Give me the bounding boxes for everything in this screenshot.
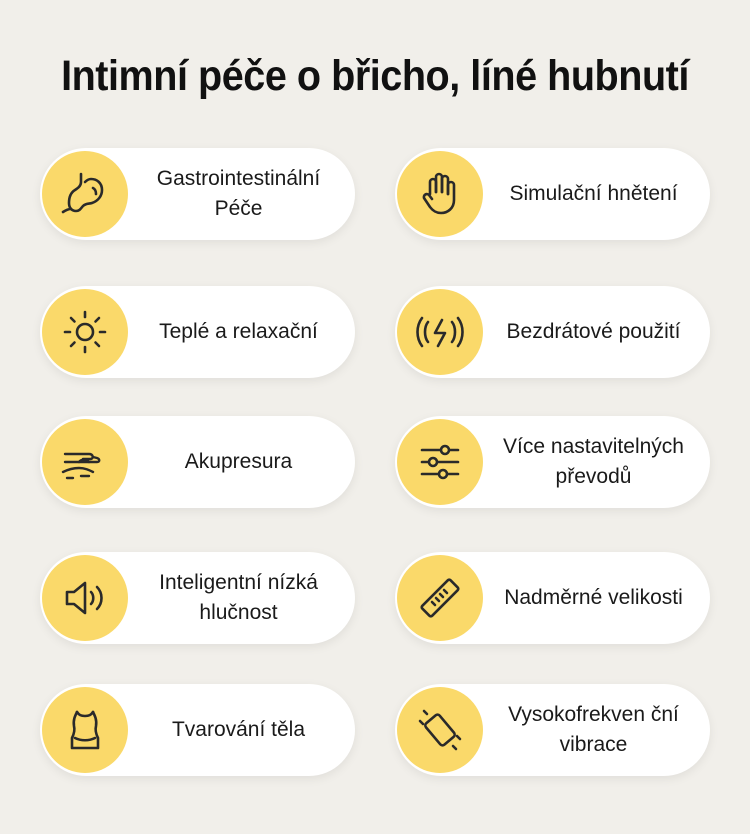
sliders-icon: [397, 419, 483, 505]
feature-label: Simulační hnětení: [509, 182, 678, 205]
page-title: Intimní péče o břicho, líné hubnutí: [61, 52, 689, 100]
sun-icon: [42, 289, 128, 375]
body-shape-icon: [42, 687, 128, 773]
feature-label: Bezdrátové použití: [506, 320, 681, 343]
feature-card-warm: [40, 286, 355, 378]
acupressure-hand-icon: [42, 419, 128, 505]
feature-card-gastro: [40, 148, 355, 240]
wireless-charge-icon: [397, 289, 483, 375]
feature-card-vibration: [395, 684, 710, 776]
hand-icon: [397, 151, 483, 237]
stomach-icon: [42, 151, 128, 237]
feature-label: Inteligentní nízká hlučnost: [159, 571, 318, 624]
feature-card-acupressure: [40, 416, 355, 508]
speaker-icon: [42, 555, 128, 641]
feature-label: Akupresura: [184, 450, 293, 473]
feature-card-oversized: [395, 552, 710, 644]
ruler-icon: [397, 555, 483, 641]
feature-label: Více nastavitelných převodů: [503, 435, 684, 488]
feature-card-wireless: [395, 286, 710, 378]
feature-label: Vysokofrekven ční vibrace: [508, 703, 679, 756]
feature-card-kneading: [395, 148, 710, 240]
feature-card-quiet: [40, 552, 355, 644]
feature-label: Teplé a relaxační: [159, 320, 318, 343]
feature-label: Tvarování těla: [171, 718, 306, 741]
feature-card-shaping: [40, 684, 355, 776]
feature-card-gears: [395, 416, 710, 508]
vibration-phone-icon: [397, 687, 483, 773]
feature-label: Nadměrné velikosti: [504, 586, 683, 609]
feature-label: Gastrointestinální Péče: [156, 167, 321, 220]
